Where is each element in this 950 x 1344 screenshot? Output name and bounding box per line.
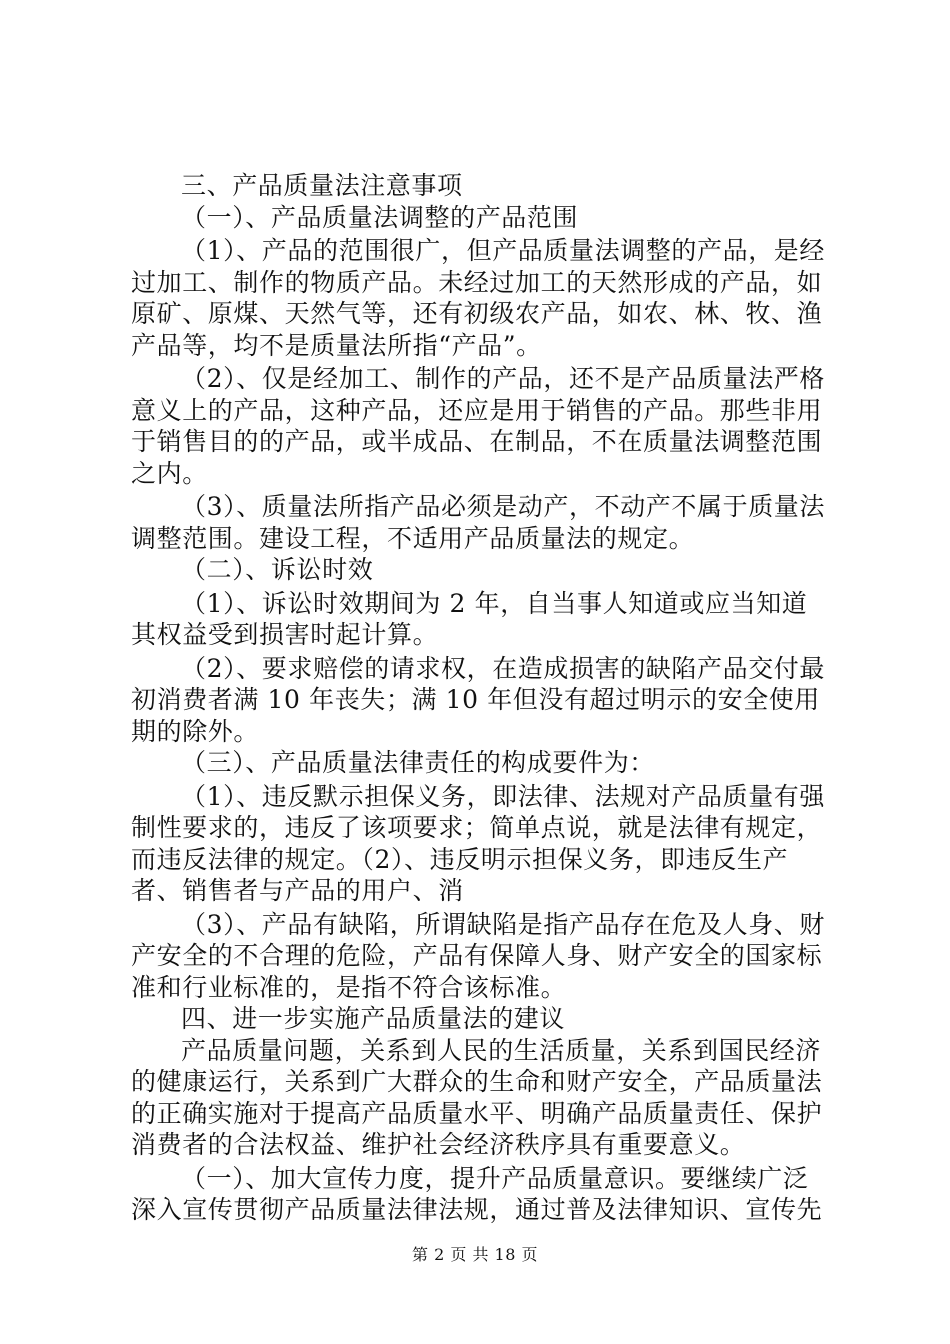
- page-number-footer: 第 2 页 共 18 页: [412, 1245, 538, 1264]
- section-heading-four: 四、进一步实施产品质量法的建议: [181, 1004, 566, 1033]
- subsection-heading-liability: （三）、产品质量法律责任的构成要件为：: [181, 748, 655, 777]
- subsection-heading-product-scope: （一）、产品质量法调整的产品范围: [181, 202, 579, 232]
- subsection-heading-limitation: （二）、诉讼时效: [181, 555, 374, 584]
- paragraph-limitation-2: （2）、要求赔偿的请求权，在造成损害的缺陷产品交付最初消费者满 10 年丧失；满 10 年但没有超过明示的安全使用期的除外。: [131, 653, 826, 746]
- paragraph-publicity: （一）、加大宣传力度，提升产品质量意识。要继续广泛深入宣传贯彻产品质量法律法规，通过普及法律知识、宣传先: [131, 1163, 823, 1224]
- section-heading-three: 三、产品质量法注意事项: [181, 171, 463, 200]
- paragraph-scope-1: （1）、产品的范围很广，但产品质量法调整的产品，是经过加工、制作的物质产品。未经过加工的天然形成的产品，如原矿、原煤、天然气等，还有初级农产品，如农、林、牧、渔产品等，均不是质量法所指“产品”。: [131, 236, 826, 360]
- paragraph-scope-2: （2）、仅是经加工、制作的产品，还不是产品质量法严格意义上的产品，这种产品，还应是用于销售的产品。那些非用于销售目的的产品，或半成品、在制品，不在质量法调整范围之内。: [131, 364, 826, 488]
- paragraph-importance: 产品质量问题，关系到人民的生活质量，关系到国民经济的健康运行，关系到广大群众的生命和财产安全，产品质量法的正确实施对于提高产品质量水平、明确产品质量责任、保护消费者的合法权益、维护社会经济秩序具有重要意义。: [131, 1035, 823, 1159]
- paragraph-limitation-1: （1）、诉讼时效期间为 2 年，自当事人知道或应当知道其权益受到损害时起计算。: [131, 588, 808, 649]
- paragraph-liability-1-2: （1）、违反默示担保义务，即法律、法规对产品质量有强制性要求的，违反了该项要求；简单点说，就是法律有规定，而违反法律的规定。（2）、违反明示担保义务，即违反生产者、销售者与产品的用户、消: [131, 781, 826, 905]
- document-body: [131, 170, 831, 1226]
- paragraph-scope-3: （3）、质量法所指产品必须是动产，不动产不属于质量法调整范围。建设工程，不适用产品质量法的规定。: [131, 492, 826, 553]
- paragraph-liability-3: （3）、产品有缺陷，所谓缺陷是指产品存在危及人身、财产安全的不合理的危险，产品有保障人身、财产安全的国家标准和行业标准的，是指不符合该标准。: [131, 909, 826, 1002]
